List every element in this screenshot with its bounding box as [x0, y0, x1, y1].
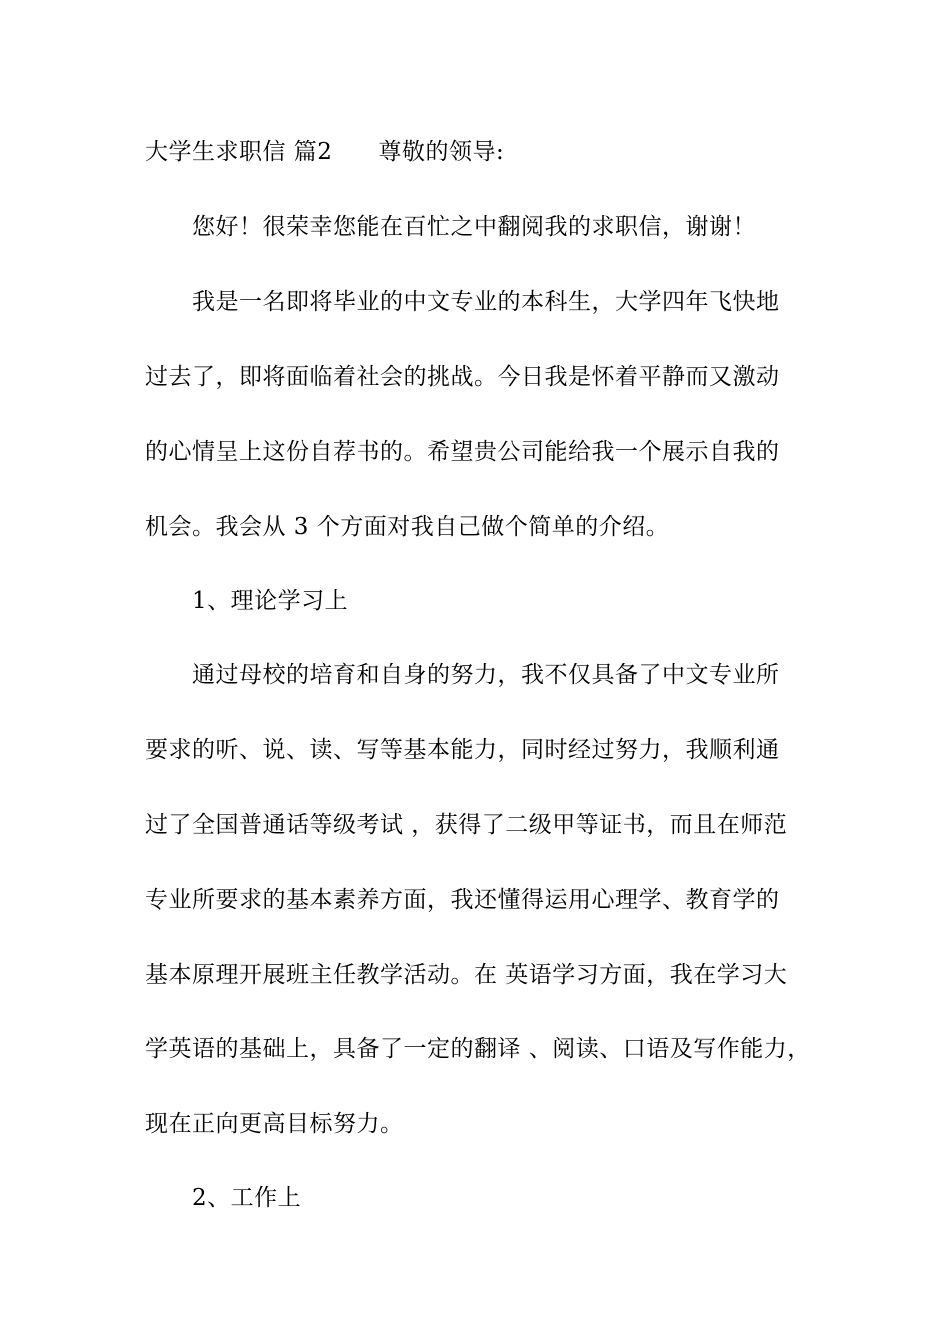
salutation: 尊敬的领导: — [378, 139, 505, 165]
paragraph-line: 专业所要求的基本素养方面，我还懂得运用心理学、教育学的 — [145, 887, 780, 913]
paragraph-line: 我是一名即将毕业的中文专业的本科生，大学四年飞快地 — [192, 289, 780, 315]
greeting-line: 您好！很荣幸您能在百忙之中翻阅我的求职信，谢谢！ — [192, 214, 756, 240]
document-header — [145, 137, 825, 167]
paragraph-line: 通过母校的培育和自身的努力，我不仅具备了中文专业所 — [192, 662, 780, 688]
section-heading-work: 2、工作上 — [192, 1185, 302, 1211]
paragraph-line: 机会。我会从 3 个方面对我自己做个简单的介绍。 — [145, 514, 670, 540]
paragraph-line: 的心情呈上这份自荐书的。希望贵公司能给我一个展示自我的 — [145, 439, 780, 465]
paragraph-line: 要求的听、说、读、写等基本能力，同时经过努力，我顺利通 — [145, 737, 780, 763]
paragraph-line: 过了全国普通话等级考试 ，获得了二级甲等证书，而且在师范 — [145, 812, 788, 838]
paragraph-line: 现在正向更高目标努力。 — [145, 1111, 404, 1137]
paragraph-line: 过去了，即将面临着社会的挑战。今日我是怀着平静而又激动 — [145, 364, 780, 390]
paragraph-line: 基本原理开展班主任教学活动。在 英语学习方面，我在学习大 — [145, 962, 788, 988]
paragraph-line: 学英语的基础上，具备了一定的翻译 、阅读、口语及写作能力， — [145, 1036, 811, 1062]
section-heading-theory: 1、理论学习上 — [192, 588, 349, 614]
document-title: 大学生求职信 篇2 — [145, 139, 333, 165]
